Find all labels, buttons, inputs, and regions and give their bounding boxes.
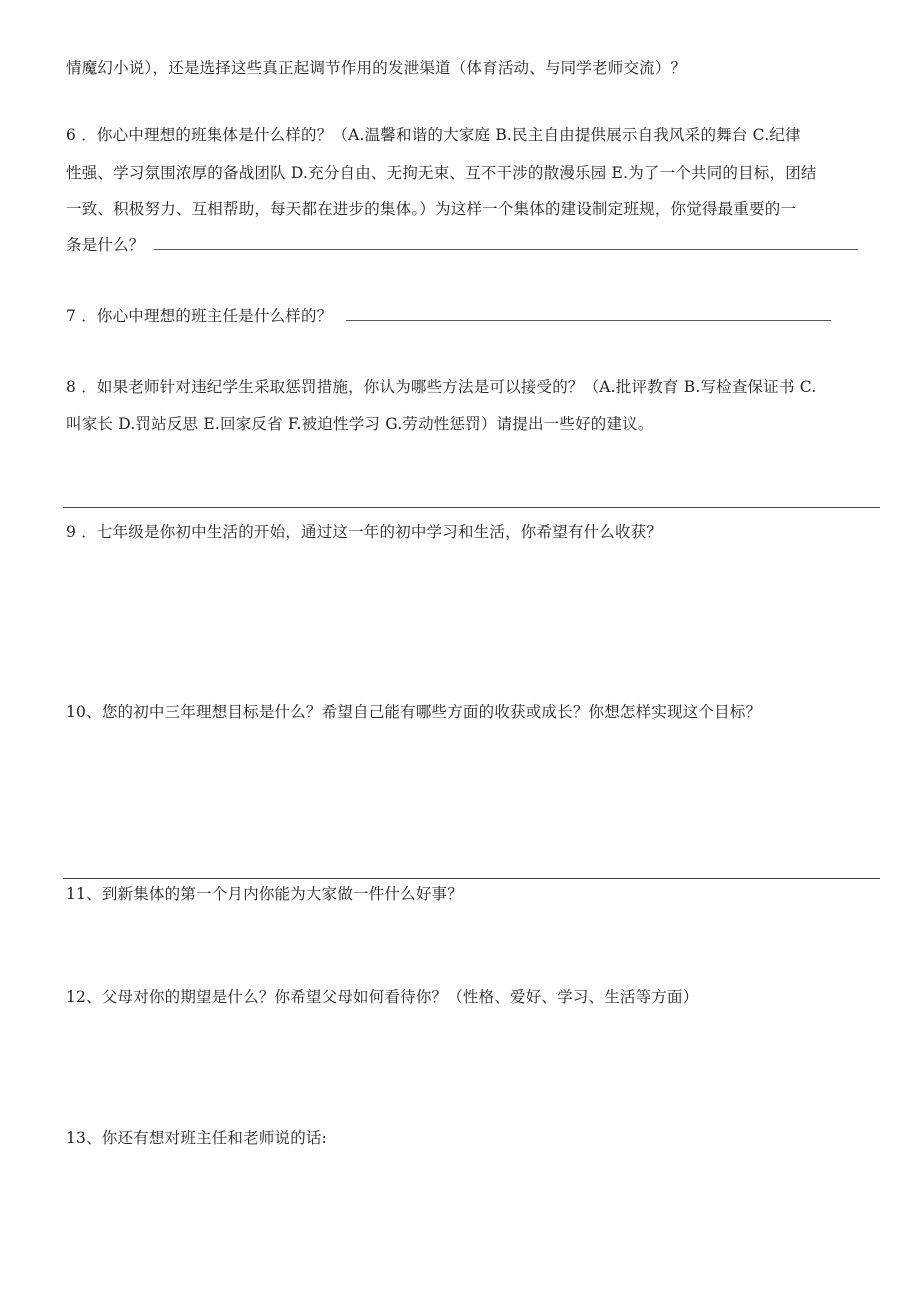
q7-text: 7 ．你心中理想的班主任是什么样的？ — [66, 307, 333, 325]
q6-text-line-4: 条是什么？ — [66, 236, 145, 254]
q7-question-row — [66, 306, 831, 326]
q6-answer-blank[interactable] — [154, 235, 858, 250]
q7-answer-blank[interactable] — [346, 306, 831, 321]
q8-text-line-1: 8 ．如果老师针对违纪学生采取惩罚措施，你认为哪些方法是可以接受的？（A.批评教育 B.写检查保证书 C. — [66, 378, 817, 396]
q12-text: 12、父母对你的期望是什么？你希望父母如何看待你？（性格、爱好、学习、生活等方面） — [66, 988, 699, 1006]
section-divider-1 — [63, 507, 880, 508]
q6-text-line-2: 性强、学习氛围浓厚的备战团队 D.充分自由、无拘无束、互不干涉的散漫乐园 E.为了一个共同的目标，团结 — [66, 164, 817, 182]
q5-continuation-text: 情魔幻小说），还是选择这些真正起调节作用的发泄渠道（体育活动、与同学老师交流）？ — [66, 59, 687, 77]
q6-question-row — [66, 235, 858, 255]
q13-text: 13、你还有想对班主任和老师说的话: — [66, 1129, 328, 1147]
q6-text-line-3: 一致、积极努力、互相帮助，每天都在进步的集体。）为这样一个集体的建设制定班规，你觉得最重要的一 — [66, 200, 797, 218]
q6-text-line-1: 6 ．你心中理想的班集体是什么样的？（A.温馨和谐的大家庭 B.民主自由提供展示自我风采的舞台 C.纪律 — [66, 126, 801, 144]
q10-text: 10、您的初中三年理想目标是什么？希望自己能有哪些方面的收获或成长？你想怎样实现这个目标？ — [66, 703, 762, 721]
q11-text: 11、到新集体的第一个月内你能为大家做一件什么好事？ — [66, 885, 463, 903]
q8-text-line-2: 叫家长 D.罚站反思 E.回家反省 F.被迫性学习 G.劳动性惩罚）请提出一些好的建议。 — [66, 415, 654, 433]
section-divider-2 — [63, 878, 880, 879]
q9-text: 9 ．七年级是你初中生活的开始，通过这一年的初中学习和生活，你希望有什么收获？ — [66, 523, 663, 541]
